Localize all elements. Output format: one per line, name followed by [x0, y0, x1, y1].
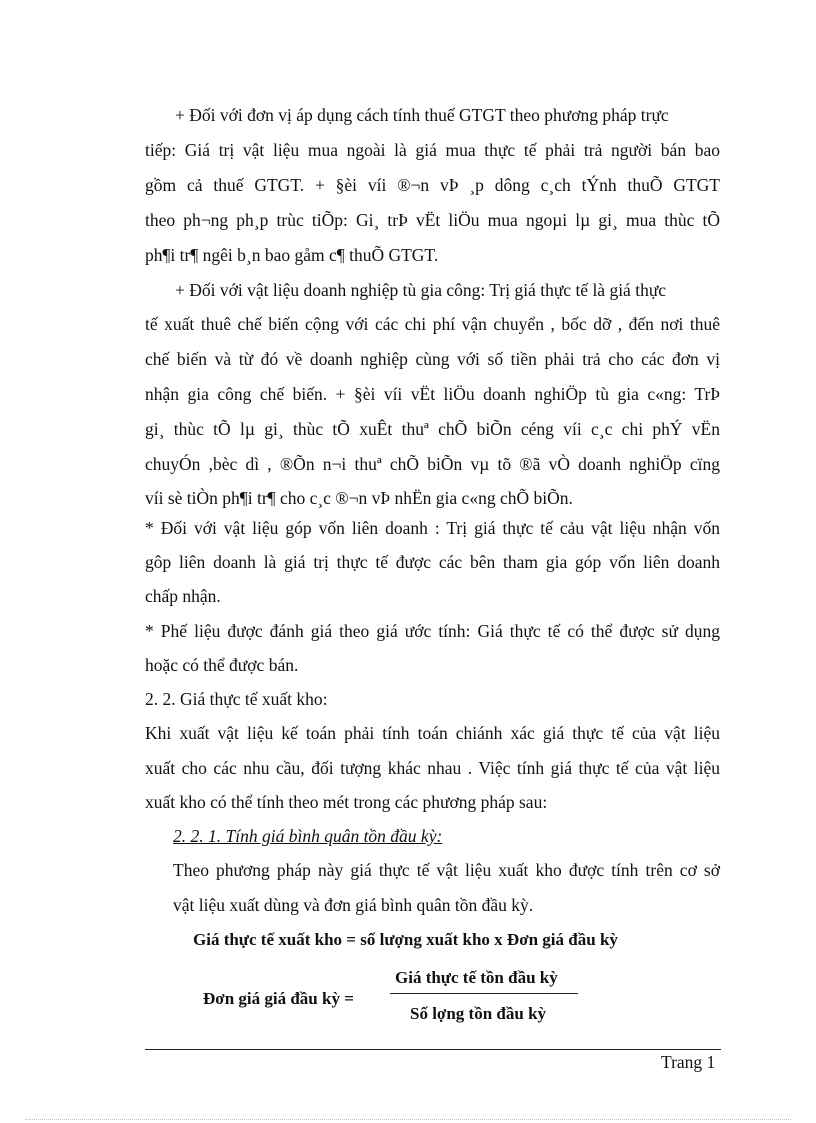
p1-line-1: + Đối với đơn vị áp dụng cách tính thuế GTGT theo phương pháp trực: [175, 105, 669, 125]
p2-line-7: víi sè tiÒn ph¶i tr¶ cho c¸c ®¬n vÞ nhËn gia c«ng chÕ biÕn.: [145, 488, 573, 508]
p2-line-3: chế biến và từ đó về doanh nghiệp cùng với số tiền phải trả cho các đơn vị: [145, 349, 720, 369]
p1-line-3: gồm cả thuế GTGT. + §èi víi ®¬n vÞ ¸p dông c¸ch tÝnh thuÕ GTGT: [145, 175, 720, 195]
page-edge-divider: [25, 1119, 791, 1120]
p1-line-2: tiếp: Giá trị vật liệu mua ngoài là giá mua thực tế phải trả người bán bao: [145, 140, 720, 160]
formula-numerator: Giá thực tế tồn đầu kỳ: [395, 968, 558, 987]
fraction-bar: [390, 993, 578, 994]
formula-denominator: Số lợng tồn đầu kỳ: [410, 1004, 547, 1023]
formula-actual-price: Giá thực tế xuất kho = số lượng xuất kho x Đơn giá đầu kỳ: [193, 930, 618, 949]
p1-line-5: ph¶i tr¶ ngêi b¸n bao gåm c¶ thuÕ GTGT.: [145, 245, 439, 265]
p3-line-3: chấp nhận.: [145, 586, 221, 606]
page-number: Trang 1: [661, 1052, 716, 1072]
p7-line-2: vật liệu xuất dùng và đơn giá bình quân tồn đầu kỳ.: [173, 895, 534, 915]
p2-line-6: chuyÓn ,bèc dì , ®Õn n¬i thuª chÕ biÕn vµ tõ ®ã vÒ doanh nghiÖp cïng: [145, 454, 720, 474]
p2-line-2: tế xuất thuê chế biến cộng với các chi phí vận chuyển , bốc dỡ , đến nơi thuê: [145, 314, 720, 334]
p4-line-1: * Phế liệu được đánh giá theo giá ước tính: Giá thực tế có thể được sử dụng: [145, 621, 720, 641]
p6-line-3: xuất kho có thể tính theo mét trong các phương pháp sau:: [145, 792, 548, 812]
section-heading: 2. 2. Giá thực tế xuất kho:: [145, 689, 328, 709]
p7-line-1: Theo phương pháp này giá thực tế vật liệu xuất kho được tính trên cơ sở: [173, 860, 720, 880]
p6-line-1: Khi xuất vật liệu kế toán phải tính toán chiánh xác giá thực tế của vật liệu: [145, 723, 720, 743]
p6-line-2: xuất cho các nhu cầu, đối tượng khác nhau . Việc tính giá thực tế của vật liệu: [145, 758, 720, 778]
p2-line-1: + Đối với vật liệu doanh nghiệp tù gia công: Trị giá thực tế là giá thực: [175, 280, 667, 300]
formula-unit-price-lhs: Đơn giá giá đầu kỳ =: [203, 989, 354, 1008]
p2-line-4: nhận gia công chế biến. + §èi víi vËt liÖu doanh nghiÖp tù gia c«ng: TrÞ: [145, 384, 720, 404]
p3-line-1: * Đối với vật liệu góp vốn liên doanh : Trị giá thực tế cảu vật liệu nhận vốn: [145, 518, 720, 538]
footer-rule: [145, 1049, 721, 1050]
subsection-heading: 2. 2. 1. Tính giá bình quân tồn đầu kỳ:: [173, 826, 443, 846]
p3-line-2: gôp liên doanh là giá trị thực tế được các bên tham gia góp vốn liên doanh: [145, 552, 720, 572]
p4-line-2: hoặc có thể được bán.: [145, 655, 299, 675]
p2-line-5: gi¸ thùc tÕ lµ gi¸ thùc tÕ xuÊt thuª chÕ biÕn céng víi c¸c chi phÝ vËn: [145, 419, 720, 439]
p1-line-4: theo ph¬ng ph¸p trùc tiÕp: Gi¸ trÞ vËt liÖu mua ngoµi lµ gi¸ mua thùc tÕ: [145, 210, 720, 230]
